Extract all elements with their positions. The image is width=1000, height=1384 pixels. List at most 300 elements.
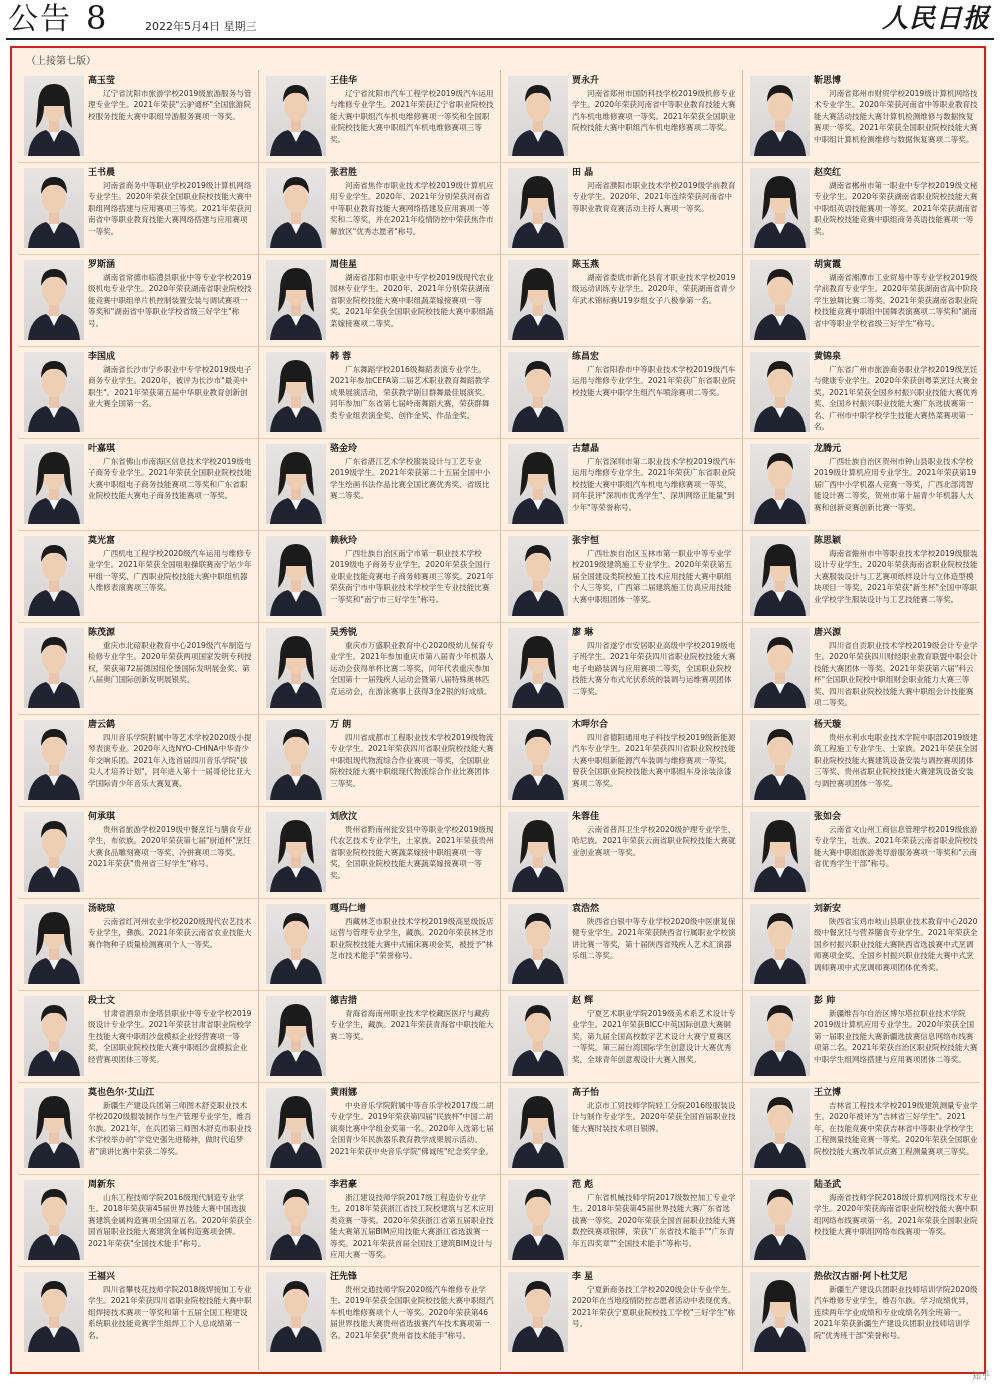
person-silhouette-icon <box>266 76 326 156</box>
profile-card <box>262 72 498 162</box>
person-bio: 青海省海南州职业技术学校藏医医疗与藏药专业学生，藏族。2021年荣获青海省中职技能大赛二等奖。 <box>330 1009 494 1041</box>
person-silhouette-icon <box>508 444 568 524</box>
person-name: 赖秋玲 <box>330 536 358 546</box>
person-name: 罗斯涵 <box>88 260 116 270</box>
person-name: 彭 帅 <box>814 996 836 1006</box>
person-silhouette-icon <box>750 996 810 1076</box>
person-bio: 贵州水利水电职业技术学院中职部2019级建筑工程施工专业学生、土家族。2021年荣获全国职业院校技能大赛建筑设备安装与调控赛项团体三等奖、贵州省职业院校技能大赛建筑设备安装与调控赛项团体一等奖。 <box>814 733 978 788</box>
person-bio: 四川省攀枝花技师学院2018级焊接加工专业学生。2021年荣获四川省职业院校技能大赛中职组焊接技术赛项一等奖和第十五届全国工程建设系统职业技能竞赛学生组焊工个人总成绩第一名。 <box>88 1285 252 1340</box>
person-name: 莫光富 <box>88 536 116 546</box>
person-name: 陈茂源 <box>88 628 116 638</box>
profile-card <box>262 624 498 714</box>
person-name: 朱蓉佳 <box>572 812 600 822</box>
person-silhouette-icon <box>750 1088 810 1168</box>
person-name: 王立博 <box>814 1088 842 1098</box>
profile-card <box>504 256 740 346</box>
person-name: 陆圣武 <box>814 1180 842 1190</box>
person-name: 汪先锋 <box>330 1272 358 1282</box>
person-name: 王书晨 <box>88 168 116 178</box>
portrait-photo <box>750 996 810 1076</box>
profile-card <box>20 348 256 438</box>
person-name: 陈玉燕 <box>572 260 600 270</box>
person-silhouette-icon <box>266 904 326 984</box>
portrait-photo <box>750 536 810 616</box>
person-silhouette-icon <box>266 996 326 1076</box>
newspaper-logo: 人民日报 <box>881 4 990 34</box>
person-silhouette-icon <box>508 168 568 248</box>
section-title: 公告 <box>8 2 72 37</box>
person-name: 唐云鹤 <box>88 720 116 730</box>
portrait-photo <box>266 1272 326 1352</box>
person-name: 德吉措 <box>330 996 358 1006</box>
portrait-photo <box>24 904 84 984</box>
person-name: 贾永升 <box>572 76 600 86</box>
person-bio: 西藏林芝市职业技术学校2019级高星级饭店运营与管理专业学生，藏族。2020年荣获林芝市职业院校技能大赛中式铺床赛项金奖，被授予"林芝市技术能手"荣誉称号。 <box>330 917 494 961</box>
portrait-photo <box>508 536 568 616</box>
person-bio: 新疆维吾尔自治区博尔塔拉职业技术学院2019级计算机应用专业学生。2020年荣获全国第一届职业技能大赛新疆选拔赛信息网络布线赛项第二名。2021年荣获自治区职业院校技能大赛中职学生组网络搭建与应用赛项团体二等奖。 <box>814 1009 978 1064</box>
person-silhouette-icon <box>266 1180 326 1260</box>
person-name: 热依汉古丽·阿卜杜艾尼 <box>814 1272 908 1282</box>
profile-card <box>746 256 982 346</box>
profile-card <box>504 348 740 438</box>
profile-card <box>504 1268 740 1358</box>
row-divider <box>18 990 980 991</box>
profile-card <box>20 532 256 622</box>
profile-card <box>20 716 256 806</box>
person-bio: 四川省自贡职业技术学校2019级会计专业学生。2020年荣获四川财经职业教育联盟中职会计技能大赛团体一等奖。2021年荣获第六届"科云杯"全国职业院校中职组财会职业能力大赛三等奖、四川省职业院校技能大赛中职组会计技能赛项二等奖。 <box>814 641 978 708</box>
portrait-photo <box>750 1272 810 1352</box>
portrait-photo <box>508 1272 568 1352</box>
person-silhouette-icon <box>750 720 810 800</box>
profile-card <box>262 1084 498 1174</box>
person-name: 刘新安 <box>814 904 842 914</box>
portrait-photo <box>24 996 84 1076</box>
person-name: 张宇恒 <box>572 536 600 546</box>
portrait-photo <box>266 904 326 984</box>
person-name: 张如会 <box>814 812 842 822</box>
profile-card <box>504 1176 740 1266</box>
person-name: 靳思博 <box>814 76 842 86</box>
person-bio: 云南省红河州农业学校2020级现代农艺技术专业学生，彝族。2021年荣获云南省农业技能大赛作物种子质量检测赛项个人一等奖。 <box>88 917 252 949</box>
person-bio: 辽宁省沈阳市汽车工程学校2019级汽车运用与维修专业学生。2021年荣获辽宁省职业院校技能大赛中职组汽车机电维修赛项一等奖和全国职业院校技能大赛中职组汽车机电维修赛项三等奖。 <box>330 89 494 144</box>
profile-card <box>20 440 256 530</box>
portrait-photo <box>750 1088 810 1168</box>
profile-card <box>504 624 740 714</box>
column-divider <box>742 70 743 1370</box>
person-bio: 宁夏艺术职业学院2019级美术系艺术设计专业学生。2021年荣获BICC中英国际创意大赛铜奖，第九届全国高校数字艺术设计大赛宁夏赛区一等奖，第三届台湾国际学生创意设计大赛优秀奖，全球青年创意观设计大赛入围奖。 <box>572 1009 736 1064</box>
portrait-photo <box>266 812 326 892</box>
portrait-photo <box>508 812 568 892</box>
profile-card <box>262 808 498 898</box>
person-bio: 浙江建设技师学院2017级工程造价专业学生。2018年荣获浙江省技工院校建筑与艺术应用类竞赛一等奖。2020年荣获浙江省第五届职业技能大赛第五届BIM应用技能大赛浙江省选拔赛一等奖。2021年荣获首届全国技工建筑BIM设计与应用大赛一等奖。 <box>330 1193 494 1260</box>
portrait-photo <box>266 628 326 708</box>
profile-card <box>504 992 740 1082</box>
person-name: 田 晶 <box>572 168 594 178</box>
portrait-photo <box>508 168 568 248</box>
profile-card <box>20 164 256 254</box>
person-bio: 广西机电工程学校2020级汽车运用与维修专业学生。2021年荣获全国咀啦操联赛南宁站少年甲组一等奖、广西职业院校技能大赛中职组机器人维修表演赛项三等奖。 <box>88 549 252 593</box>
person-bio: 山东工程技师学院2016级现代制造专业学生。2018年荣获第45届世界技能大赛中国选拔赛建筑金属构造赛项全国第五名。2020年荣获全国首届职业技能大赛建筑金属构造赛项金牌。2021年荣获"全国技术能手"称号。 <box>88 1193 252 1248</box>
person-silhouette-icon <box>266 260 326 340</box>
profile-card <box>746 164 982 254</box>
person-name: 木呷尔合 <box>572 720 609 730</box>
row-divider <box>18 346 980 347</box>
portrait-photo <box>24 444 84 524</box>
person-name: 李君豪 <box>330 1180 358 1190</box>
person-name: 古慧晶 <box>572 444 600 454</box>
person-silhouette-icon <box>508 536 568 616</box>
page-number: 8 <box>86 0 107 37</box>
profile-card <box>746 624 982 714</box>
page-header <box>0 0 1000 44</box>
portrait-photo <box>508 628 568 708</box>
continued-label: （上接第七版） <box>26 56 96 67</box>
portrait-photo <box>750 168 810 248</box>
portrait-photo <box>266 1088 326 1168</box>
portrait-photo <box>508 996 568 1076</box>
person-silhouette-icon <box>750 1272 810 1352</box>
person-silhouette-icon <box>508 1180 568 1260</box>
profile-card <box>262 716 498 806</box>
column-divider <box>500 70 501 1370</box>
profile-card <box>746 900 982 990</box>
profile-card <box>262 992 498 1082</box>
person-bio: 贵州省旅游学校2019级中餐烹饪与膳食专业学生，布依族。2020年荣获第七届"厨道杯"烹饪大赛食品雕刻赛项一等奖、冷拼赛项二等奖。2021年荣获"贵州省三好学生"称号。 <box>88 825 252 869</box>
person-bio: 河南省郑州市国防科技学校2019级机修专业学生。2020年荣获河南省中等职业教育技能大赛汽车机电维修赛项一等奖。2021年荣获全国职业院校技能大赛中职组汽车机电维修赛项二等奖。 <box>572 89 736 133</box>
person-silhouette-icon <box>24 812 84 892</box>
profile-card <box>504 900 740 990</box>
profile-card <box>20 1176 256 1266</box>
profile-card <box>262 256 498 346</box>
portrait-photo <box>266 1180 326 1260</box>
profile-card <box>746 992 982 1082</box>
person-name: 黄雨娜 <box>330 1088 358 1098</box>
portrait-photo <box>750 812 810 892</box>
profile-card <box>262 440 498 530</box>
portrait-photo <box>750 444 810 524</box>
person-bio: 湖南省常德市临澧县职业中等专业学校2019级机电专业学生。2020年荣获湖南省职业院校技能竞赛中职组单片机控制装置安装与调试赛项一等奖和"湖南省中等职业学校省级三好学生"称号。 <box>88 273 252 328</box>
person-silhouette-icon <box>750 76 810 156</box>
person-bio: 重庆市北碚职业教育中心2019级汽车制造与检修专业学生。2020年荣获两项国家发明专利授权，荣获第72届德国纽伦堡国际发明展金奖、第八届奥门国际创新发明展银奖。 <box>88 641 252 685</box>
profile-card <box>746 440 982 530</box>
portrait-photo <box>266 76 326 156</box>
portrait-photo <box>24 812 84 892</box>
profile-card <box>20 256 256 346</box>
portrait-photo <box>508 720 568 800</box>
person-bio: 辽宁省沈阳市旅游学校2019级旅游服务与管理专业学生。2021年荣获"云驴通杯"全国旅游院校服务技能大赛中职组导游服务赛项一等奖。 <box>88 89 252 121</box>
person-name: 袁浩然 <box>572 904 600 914</box>
profile-card <box>504 1084 740 1174</box>
portrait-photo <box>750 628 810 708</box>
portrait-photo <box>508 1180 568 1260</box>
announcement-frame <box>10 46 986 1374</box>
portrait-photo <box>24 260 84 340</box>
profile-card <box>504 72 740 162</box>
row-divider <box>18 530 980 531</box>
person-name: 韩 蓉 <box>330 352 352 362</box>
person-name: 王福兴 <box>88 1272 116 1282</box>
person-silhouette-icon <box>266 536 326 616</box>
person-name: 万 朗 <box>330 720 352 730</box>
person-silhouette-icon <box>508 260 568 340</box>
person-silhouette-icon <box>266 1088 326 1168</box>
person-silhouette-icon <box>508 628 568 708</box>
person-silhouette-icon <box>24 628 84 708</box>
person-name: 叶嘉琪 <box>88 444 116 454</box>
portrait-photo <box>266 352 326 432</box>
profile-card <box>746 808 982 898</box>
person-silhouette-icon <box>24 720 84 800</box>
person-silhouette-icon <box>508 996 568 1076</box>
profile-card <box>20 1084 256 1174</box>
person-name: 嘎玛仁增 <box>330 904 367 914</box>
profile-card <box>20 900 256 990</box>
portrait-photo <box>266 720 326 800</box>
portrait-photo <box>508 1088 568 1168</box>
portrait-photo <box>750 1180 810 1260</box>
profile-card <box>262 532 498 622</box>
person-name: 李 星 <box>572 1272 594 1282</box>
profile-card <box>262 900 498 990</box>
profile-card <box>504 164 740 254</box>
person-name: 高玉莹 <box>88 76 116 86</box>
portrait-photo <box>24 628 84 708</box>
portrait-photo <box>750 76 810 156</box>
portrait-photo <box>266 996 326 1076</box>
person-bio: 重庆市万盛职业教育中心2020级幼儿保育专业学生。2021年参加重庆市第八届青少年机器人运动会获得单杯比赛二等奖，同年代表重庆参加全国第十一届残疾人运动会暨第八届特殊奥林匹克运动会，在游泳赛事上获得3金2银的好成绩。 <box>330 641 494 696</box>
portrait-photo <box>266 536 326 616</box>
person-silhouette-icon <box>24 1180 84 1260</box>
person-silhouette-icon <box>24 352 84 432</box>
profile-card <box>262 1268 498 1358</box>
person-silhouette-icon <box>508 812 568 892</box>
row-divider <box>18 254 980 255</box>
person-silhouette-icon <box>750 168 810 248</box>
portrait-photo <box>266 168 326 248</box>
person-name: 骆金玲 <box>330 444 358 454</box>
portrait-photo <box>750 352 810 432</box>
portrait-photo <box>750 904 810 984</box>
row-divider <box>18 1082 980 1083</box>
person-silhouette-icon <box>24 76 84 156</box>
row-divider <box>18 806 980 807</box>
person-name: 吴秀锐 <box>330 628 358 638</box>
portrait-photo <box>508 76 568 156</box>
person-bio: 四川省遂宁市安居职业高级中学校2019级电子班学生。2021年荣获四川省职业院校技能大赛电子电路装调与应用赛项二等奖，全国职业院校技能大赛分布式光伏系统的装调与运维赛项团体二等奖。 <box>572 641 736 696</box>
person-bio: 贵州交通技师学院2020级汽车维修专业学生。2019年荣获全国职业院校技能大赛中职组汽车机电维修赛项个人一等奖。2020年荣获第46届世界技能大赛贵州省选拔赛汽车技术赛项第一名。2021年荣获"贵州省技术能手"称号。 <box>330 1285 494 1340</box>
person-name: 高子怡 <box>572 1088 600 1098</box>
person-name: 赵奕红 <box>814 168 842 178</box>
person-silhouette-icon <box>266 444 326 524</box>
person-bio: 广东省广州市旅游商务职业学校2019级烹饪与健康专业学生。2020年荣获创粤菜烹饪大赛金奖。2021年荣获全国乡村振兴职业技能大赛优秀奖、全国乡村振兴职业技能大赛广东选拔赛第一名、广州市中职学校学生技能大赛热菜赛项第一名。 <box>814 365 978 432</box>
person-silhouette-icon <box>750 536 810 616</box>
row-divider <box>18 714 980 715</box>
portrait-photo <box>266 260 326 340</box>
person-name: 陈思颖 <box>814 536 842 546</box>
column-divider <box>258 70 259 1370</box>
portrait-photo <box>24 76 84 156</box>
person-silhouette-icon <box>24 260 84 340</box>
profile-card <box>20 992 256 1082</box>
portrait-photo <box>266 444 326 524</box>
profile-card <box>504 808 740 898</box>
person-bio: 广东省深圳市第二职业技术学校2019级汽车运用与维修专业学生。2021年荣获广东省职业院校技能大赛中职组汽车机电与维修赛项一等奖，同年获评"深圳市优秀学生"、深圳网络正能量"到少年"等荣誉称号。 <box>572 457 736 512</box>
portrait-photo <box>24 168 84 248</box>
portrait-photo <box>750 260 810 340</box>
person-bio: 四川省德阳通用电子科技学校2019级新能源汽车专业学生。2021年荣获四川省职业院校技能大赛中职组新能源汽车装调与维修赛项一等奖，曾获全国职业院校技能大赛中职组车身涂装涂漆赛项二等奖。 <box>572 733 736 788</box>
person-silhouette-icon <box>24 1088 84 1168</box>
person-bio: 广东省湛江艺术学校服装设计与工艺专业2019级学生。2021年荣获第二十五届全国中小学生绘画书法作品比赛全国比赛优秀奖、省级比赛二等奖。 <box>330 457 491 501</box>
person-bio: 贵州省黔南州瓮安县中等职业学校2019级现代农艺技术专业学生，土家族。2021年荣获贵州省职业院校技能大赛蔬菜嫁接中职组赛项一等奖，全国职业院校技能大赛蔬菜嫁接赛项一等奖。 <box>330 825 494 880</box>
person-silhouette-icon <box>750 812 810 892</box>
person-bio: 湖南省湘潭市工业贸易中等专业学校2019级学前教育专业学生。2020年荣获湖南省高中阶段学生独舞比赛二等奖。2021年荣获湖南省职业院校技能竞赛中职组中国舞表演赛项二等奖和"湖南省中等职业学校省级三好学生"称号。 <box>814 273 978 328</box>
person-silhouette-icon <box>508 352 568 432</box>
profile-card <box>746 1084 982 1174</box>
profile-card <box>504 716 740 806</box>
person-bio: 云南省文山州工商信息管理学校2019级旅游专业学生，壮族。2021年荣获云南省职业院校技能大赛中职组旅游类导游服务赛项一等奖和"云南省优秀学生干部"称号。 <box>814 825 978 869</box>
person-name: 汤晓琼 <box>88 904 116 914</box>
person-bio: 湖南省郴州市第一职业中专学校2019级文秘专业学生。2020年荣获湖南省职业院校技能大赛中职组英语技能赛项一等奖。2021年荣获湖南省职业院校技能竞赛中职组商务英语技能赛项一等奖。 <box>814 181 978 236</box>
portrait-photo <box>24 720 84 800</box>
person-silhouette-icon <box>266 352 326 432</box>
profile-card <box>746 1268 982 1358</box>
person-silhouette-icon <box>750 904 810 984</box>
person-bio: 广东省佛山市南海区信息技术学校2019级电子商务专业学生。2021年荣获全国职业院校技能大赛中职组电子商务技能赛项二等奖和广东省职业院校技能大赛电子商务技能赛项一等奖。 <box>88 457 252 501</box>
person-bio: 海南省儋州市中等职业技术学校2019级服装设计专业学生。2020年荣获海南省职业院校技能大赛服装设计与工艺赛项纸样设计与立体造型模块项目一等奖。2021年荣获"新生杯"全国中等职业学校学生服装设计与工艺技能赛二等奖。 <box>814 549 978 604</box>
person-name: 龙腾元 <box>814 444 842 454</box>
row-divider <box>18 1266 980 1267</box>
profile-card <box>746 1176 982 1266</box>
portrait-photo <box>508 352 568 432</box>
person-name: 段士文 <box>88 996 116 1006</box>
person-bio: 新疆生产建设兵团第三师图木舒克职业技术学校2020级服装制作与生产管理专业学生，维吾尔族。2021年，在兵团第三师图木舒克市职业技术学校举办的"学党史强先进精神，做时代追梦者"演讲比赛中荣获二等奖。 <box>88 1101 252 1156</box>
person-silhouette-icon <box>24 904 84 984</box>
person-name: 廖 琳 <box>572 628 594 638</box>
portrait-photo <box>508 260 568 340</box>
profile-card <box>746 72 982 162</box>
person-silhouette-icon <box>508 1088 568 1168</box>
person-bio: 河南省商务中等职业学校2019级计算机网络专业学生。2020年荣获全国职业院校技能大赛中职组网络搭建与应用赛项三等奖。2021年荣获河南省中等职业教育技能大赛网络搭建与应用赛项一等奖。 <box>88 181 252 236</box>
person-name: 刘欣汶 <box>330 812 358 822</box>
person-silhouette-icon <box>750 444 810 524</box>
person-bio: 广西壮族自治区玉林市第一职业中等专业学校2019级建筑施工专业学生。2020年荣获第五届全国建设类院校施工技术应用技能大赛中职组个人三等奖，广西第二届建筑施工仿真应用技能大赛中职组团体一等奖。 <box>572 549 733 604</box>
person-name: 李国成 <box>88 352 116 362</box>
person-silhouette-icon <box>508 720 568 800</box>
person-name: 范 彪 <box>572 1180 594 1190</box>
profile-card <box>20 1268 256 1358</box>
person-bio: 宁夏新商务技工学校2020级会计专业学生。2020年在当地疫情防控志愿者活动中表现优秀。2021年荣获宁夏职业院校技工学校"三好学生"称号。 <box>572 1285 736 1329</box>
person-name: 何承琪 <box>88 812 116 822</box>
row-divider <box>18 162 980 163</box>
person-silhouette-icon <box>266 168 326 248</box>
person-silhouette-icon <box>24 536 84 616</box>
portrait-photo <box>24 1272 84 1352</box>
person-bio: 湖南省娄底市新化县育才职业技术学校2019级运动训练专业学生。2020年，荣获湖南省青少年武术锦标赛U19岁组女子八极拳第一名。 <box>572 273 736 305</box>
person-silhouette-icon <box>508 904 568 984</box>
person-bio: 吉林省工程技术学校2019级建筑测量专业学生。2020年被评为"吉林省三好学生"。2021年，在技能竞赛中荣获吉林省中等职业学校学生工程测量技能竞赛一等奖。2020年荣获全国职业院校技能大赛改革试点赛工程测量赛项三等奖。 <box>814 1101 978 1156</box>
person-name: 莫也色尔·艾山江 <box>88 1088 155 1098</box>
person-name: 唐兴源 <box>814 628 842 638</box>
person-name: 张君胜 <box>330 168 358 178</box>
person-bio: 四川省成都市工程职业技术学校2019级物流专业学生。2021年荣获四川省职业院校技能大赛中职组现代物流综合作业赛项一等奖，全国职业院校技能大赛中职组现代物流综合作业比赛团体三等奖。 <box>330 733 494 788</box>
profile-card <box>262 164 498 254</box>
profile-card <box>504 532 740 622</box>
person-silhouette-icon <box>266 720 326 800</box>
person-bio: 广西壮族自治区南宁市第一职业技术学校2019级电子商务专业学生。2020年荣获全国行业职业技能竞赛电子商务师赛项三等奖。2021年荣获南宁市中等职业技术学校学生专业技能比赛一等奖和"南宁市三好学生"称号。 <box>330 549 494 604</box>
profile-card <box>20 624 256 714</box>
profile-card <box>262 348 498 438</box>
person-bio: 中央音乐学院附属中等音乐学校2017级二胡专业学生。2019年荣获第四届"民族杯"中国二胡演奏比赛中学组金奖第一名。2020年入选第七届全国青少年民族器乐教育教学成果展示活动。2021年荣获中央音乐学院"佛诚班"纪念奖学金。 <box>330 1101 494 1156</box>
person-silhouette-icon <box>24 444 84 524</box>
portrait-photo <box>24 1088 84 1168</box>
person-bio: 河南省濮阳市职业技术学校2019级学前教育专业学生。2020年、2021年连续荣获河南省中等职业教育竞赛活动主持人赛项一等奖。 <box>572 181 736 213</box>
person-bio: 湖南省邵阳市职业中专学校2019级现代农业园林专业学生。2020年、2021年分别荣获湖南省职业院校技能大赛中职组蔬菜嫁接赛项一等奖。2021年荣获全国职业院校技能大赛中职组蔬菜嫁接赛项二等奖。 <box>330 273 494 328</box>
profile-card <box>262 1176 498 1266</box>
person-name: 赵 辉 <box>572 996 594 1006</box>
portrait-photo <box>24 536 84 616</box>
portrait-photo <box>508 444 568 524</box>
person-bio: 新疆生产建设兵团职业技师培训学院2020级汽车维修专业学生，维吾尔族。学习成绩优异，连续两年学业成绩和专业成绩名列全班第一。2021年荣获新疆生产建设兵团职业技师培训学院"优秀班干部"荣誉称号。 <box>814 1285 978 1340</box>
profile-card <box>746 532 982 622</box>
person-bio: 湖南省长沙市宁乡职业中专学校2019级电子商务专业学生。2020年，被评为长沙市"最美中职生"。2021年荣获第五届中华职业教育创新创业大赛全国第一名。 <box>88 365 252 409</box>
person-silhouette-icon <box>24 1272 84 1352</box>
person-bio: 陕西省白银中等专业学校2020级中医康复保健专业学生。2021年荣获陕西省行属职业学校演讲比赛一等奖，第十届陕西省残疾人艺术汇演器乐组二等奖。 <box>572 917 736 961</box>
person-silhouette-icon <box>750 352 810 432</box>
row-divider <box>18 622 980 623</box>
row-divider <box>18 438 980 439</box>
portrait-photo <box>508 904 568 984</box>
portrait-photo <box>24 1180 84 1260</box>
profile-card <box>20 72 256 162</box>
person-bio: 海南省技师学院2018级计算机网络技术专业学生。2020年荣获海南省职业院校技能大赛中职组网络布线赛项第一名。2021年荣获全国职业院校技能大赛中职组网络布线赛项一等奖。 <box>814 1193 978 1237</box>
person-name: 周新东 <box>88 1180 116 1190</box>
person-bio: 甘肃省酒泉市金塔县职业中等专业学校2019级设计专业学生。2021年荣获甘肃省职业院校学生技能大赛中职组沙盘模拟企业经营赛项一等奖，全国职业院校技能大赛中职组沙盘模拟企业经营赛项团体三等奖。 <box>88 1009 252 1064</box>
person-silhouette-icon <box>266 812 326 892</box>
watermark-text: 知乎 <box>971 1372 990 1382</box>
person-name: 黄锦泉 <box>814 352 842 362</box>
person-bio: 云南省普洱卫生学校2020级护理专业学生，哈尼族。2021年荣获云南省职业院校技能大赛就业创业赛项一等奖。 <box>572 825 736 857</box>
person-silhouette-icon <box>750 1180 810 1260</box>
profile-card <box>504 440 740 530</box>
person-bio: 广东省机械技师学院2017级数控加工专业学生。2018年荣获第45届世界技能大赛广东省选拔赛一等奖。2020年荣获全国首届职业技能大赛数控铣赛项银牌，荣获"广东省技术能手""广东青年五四奖章""全国技术能手"等称号。 <box>572 1193 736 1248</box>
person-silhouette-icon <box>750 628 810 708</box>
person-name: 练昌宏 <box>572 352 600 362</box>
person-bio: 广东省阳春市中等职业技术学校2019级汽车运用与维修专业学生。2021年荣获广东省职业院校技能大赛中职学生组汽车喷涂赛项二等奖。 <box>572 365 736 397</box>
row-divider <box>18 898 980 899</box>
person-name: 胡寅霞 <box>814 260 842 270</box>
person-bio: 广东舞蹈学校2016级舞蹈表演专业学生。2021年参加CEFA第二届艺术职业教育舞蹈教学成果展演活动，荣获教学剧目群舞最佳展演奖。同年参加广东省第七届岭南舞蹈大赛，荣获群舞类专业组表演金奖、创作金奖、作品金奖。 <box>330 365 490 420</box>
header-rule <box>6 38 994 40</box>
person-silhouette-icon <box>508 76 568 156</box>
person-silhouette-icon <box>508 1272 568 1352</box>
person-silhouette-icon <box>24 168 84 248</box>
person-silhouette-icon <box>266 1272 326 1352</box>
person-bio: 陕西省宝鸡市岐山县职业技术教育中心2020级中餐烹饪与营养膳食专业学生。2021年荣获全国乡村振兴职业技能大赛陕西省选拔赛中式烹调师赛项金奖、全国乡村振兴职业技能大赛中式烹调师赛项中式烹调师赛项团体优秀奖。 <box>814 917 978 972</box>
person-bio: 河南省郑州市财贸学校2019级计算机网络技术专业学生。2020年荣获河南省中等职业教育技能大赛活动技能大赛计算机检测维修与数据恢复赛项一等奖。2021年荣获全国职业院校技能大赛中职组计算机检测维修与数据恢复赛项二等奖。 <box>814 89 978 144</box>
profile-card <box>746 348 982 438</box>
person-name: 杨天璇 <box>814 720 842 730</box>
issue-date: 2022年5月4日 星期三 <box>145 20 257 33</box>
person-name: 王佳华 <box>330 76 358 86</box>
person-bio: 北京市工贸技师学院轻工分院2016级服装设计与制作专业学生。2020年荣获全国首届职业技能大赛时装技术项目银牌。 <box>572 1101 736 1133</box>
person-silhouette-icon <box>266 628 326 708</box>
person-silhouette-icon <box>24 996 84 1076</box>
person-bio: 广西壮族自治区贺州市钟山县职业技术学校2019级计算机应用专业学生。2021年荣获第19届广西中小学机器人竞赛一等奖，广西北部湾智能设计赛二等奖，贺州市第十届青少年机器人大赛和创新竞赛创新比赛一等奖。 <box>814 457 977 512</box>
person-name: 周佳星 <box>330 260 358 270</box>
portrait-photo <box>750 720 810 800</box>
portrait-photo <box>24 352 84 432</box>
row-divider <box>18 1174 980 1175</box>
